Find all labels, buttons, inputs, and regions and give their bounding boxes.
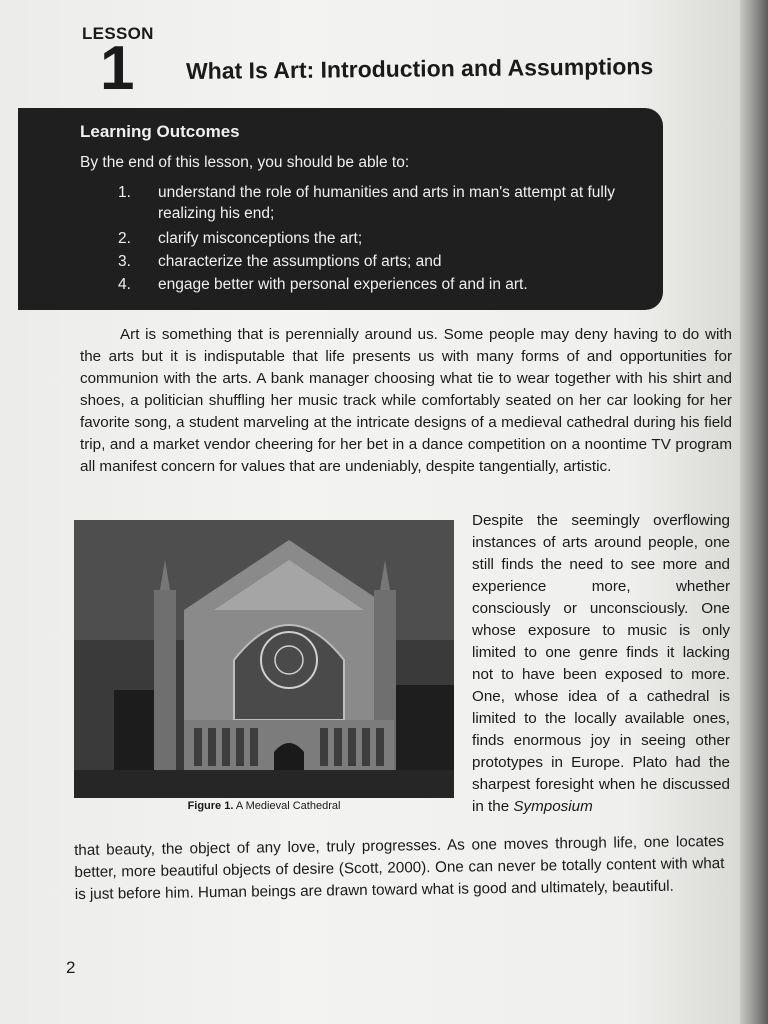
outcome-text: characterize the assumptions of arts; and [158, 253, 442, 270]
outcome-number: 3. [118, 253, 131, 270]
cathedral-illustration [74, 520, 454, 798]
outcome-number: 2. [118, 230, 131, 247]
page-edge-shadow [740, 0, 768, 1024]
outcome-number: 4. [118, 276, 131, 293]
page-number: 2 [66, 958, 76, 977]
outcome-text: engage better with personal experiences of and in art. [158, 276, 528, 293]
outcome-text: clarify misconceptions the art; [158, 230, 363, 247]
symposium-title: Symposium [513, 798, 593, 815]
outcome-number: 1. [118, 184, 131, 201]
learning-outcomes-box [18, 108, 663, 310]
outcomes-heading: Learning Outcomes [80, 122, 240, 141]
lesson-number: 1 [100, 34, 135, 103]
figure-caption-label: Figure 1. [187, 800, 234, 812]
paragraph-wrap [472, 510, 730, 818]
paragraph-intro: Art is something that is perennially around us. Some people may deny having to do with the arts but it is indisputable that life presents us with many forms of and opportunities for communion with the arts. A bank manager choosing what tie to wear together with his shirt and shoes, a politician shuffling her music track while comfortably seated on her car looking for her favorite song, a student marveling at the intricate designs of a medieval cathedral during his field trip, and a market vendor cheering for her bet in a dance competition on a noontime TV program all manifest concern for values that are undeniably, despite tangentially, artistic. [80, 326, 732, 475]
lesson-label: LESSON [82, 24, 154, 43]
outcomes-intro: By the end of this lesson, you should be able to: [80, 154, 410, 171]
figure-caption-text: A Medieval Cathedral [235, 800, 341, 812]
paragraph-continued: that beauty, the object of any love, truly progresses. As one moves through life, one locates better, more beautiful objects of desire (Scott, 2000). One can never be totally content with what is just before him. Human beings are drawn toward what is good and ultimately, beautiful. [74, 832, 725, 903]
paragraph-wrap-text: Despite the seemingly overflowing instances of arts around people, one still finds the need to see more and experience more, whether consciously or unconsciously. One whose exposure to music is only limited to one genre finds it lacking not to have been exposed to more. One, whose idea of a cathedral is limited to the locally available ones, finds enormous joy in seeing other prototypes in Europe. Plato had the sharpest foresight when he discussed in the [472, 512, 730, 815]
lesson-title: What Is Art: Introduction and Assumptions [185, 53, 654, 84]
outcome-text: understand the role of humanities and arts in man's attempt at fully realizing his end; [158, 184, 616, 222]
cathedral-photo [74, 520, 454, 798]
figure-caption [74, 800, 454, 812]
